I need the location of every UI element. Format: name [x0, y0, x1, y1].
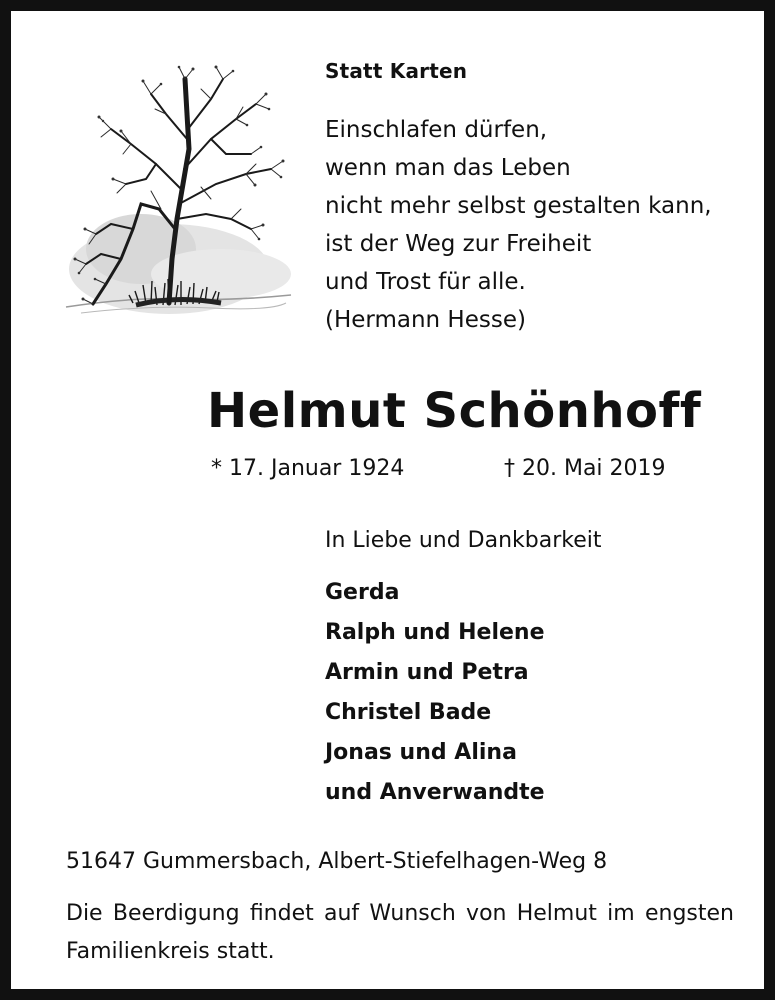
birth-date: * 17. Januar 1924	[211, 456, 405, 481]
address: 51647 Gummersbach, Albert-Stiefelhagen-Weg 8	[66, 849, 608, 874]
mourner-name: Jonas und Alina	[325, 740, 517, 765]
mourner-name: Ralph und Helene	[325, 620, 545, 645]
mourner-name: und Anverwandte	[325, 780, 545, 805]
poem-line: nicht mehr selbst gestalten kann,	[325, 193, 712, 219]
deceased-name: Helmut Schönhoff	[207, 383, 702, 439]
funeral-notice: Die Beerdigung findet auf Wunsch von Helmut im engsten Familienkreis statt.	[66, 901, 734, 964]
poem-line: Einschlafen dürfen,	[325, 117, 548, 143]
heading-statt-karten: Statt Karten	[325, 59, 468, 83]
mourners-intro: In Liebe und Dankbarkeit	[325, 528, 602, 553]
poem-line: wenn man das Leben	[325, 155, 571, 181]
poem-author: (Hermann Hesse)	[325, 307, 526, 333]
poem-line: ist der Weg zur Freiheit	[325, 231, 592, 257]
death-date: † 20. Mai 2019	[504, 456, 666, 481]
bare-tree-icon	[51, 59, 301, 334]
poem	[325, 111, 712, 339]
mourner-name: Christel Bade	[325, 700, 492, 725]
poem-line: und Trost für alle.	[325, 269, 526, 295]
mourners-list	[325, 573, 545, 813]
mourner-name: Armin und Petra	[325, 660, 529, 685]
mourner-name: Gerda	[325, 580, 400, 605]
